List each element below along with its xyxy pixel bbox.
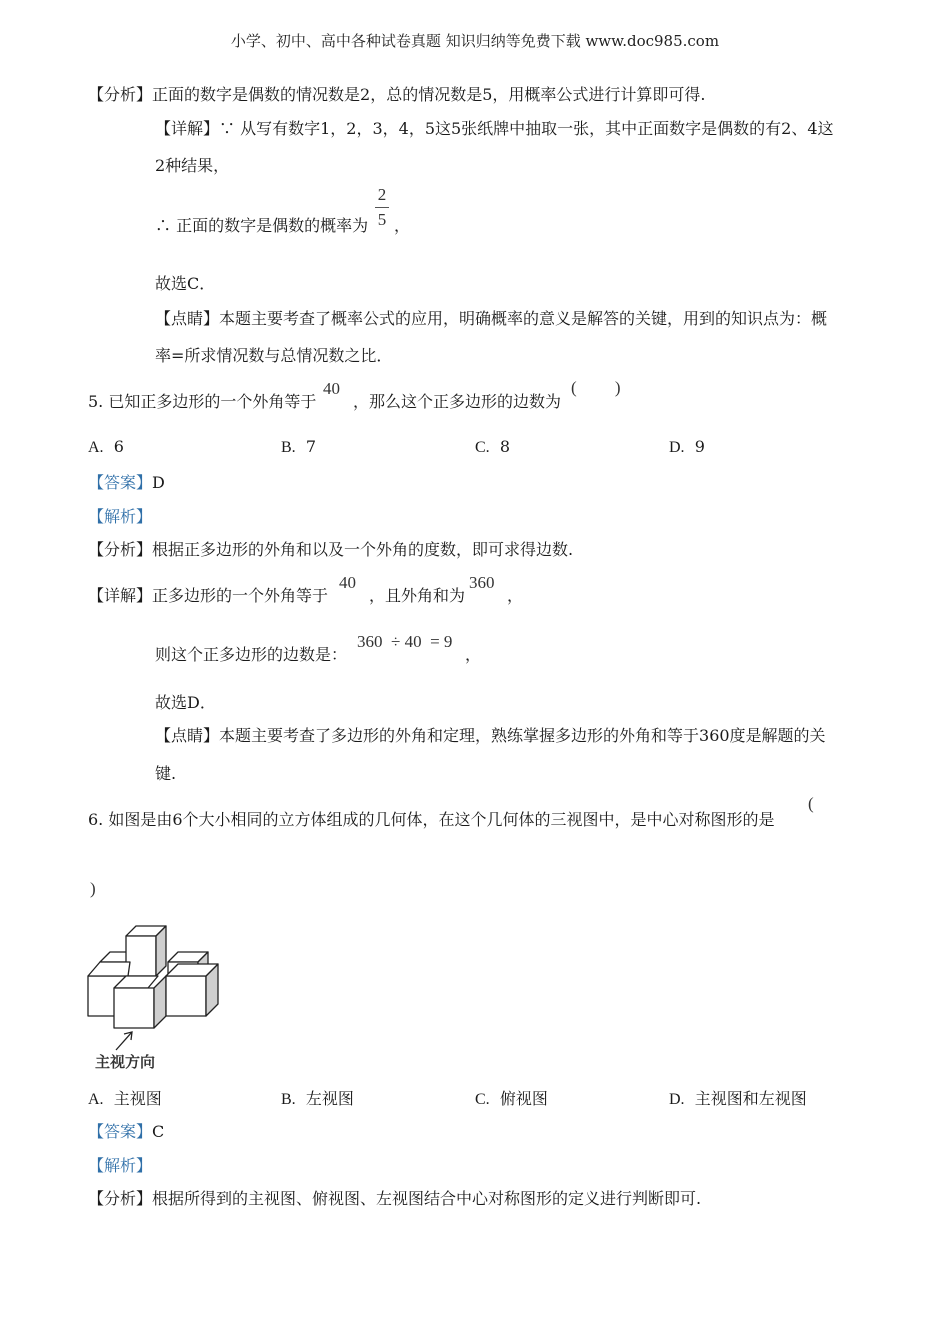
option-text: 主视图和左视图 — [694, 1089, 807, 1108]
option-text: 俯视图 — [499, 1089, 548, 1108]
q6-option-d[interactable] — [669, 1086, 807, 1109]
q4-detail-line2: 2种结果， — [155, 156, 230, 175]
q6-analysis — [88, 1186, 701, 1209]
cube-right2-front — [166, 976, 206, 1016]
answer-value: D — [152, 473, 165, 492]
q6-answer — [88, 1119, 164, 1142]
option-letter: A. — [88, 439, 104, 456]
q5-analysis — [88, 537, 573, 560]
comment-tag: 【点睛】 — [155, 309, 220, 328]
analysis-tag: 【分析】 — [88, 540, 153, 559]
option-letter: D. — [669, 439, 685, 456]
probability-fraction — [372, 185, 392, 230]
q5-option-b[interactable] — [281, 437, 316, 457]
option-text: 7 — [305, 437, 317, 456]
cube-left-top — [88, 962, 130, 976]
q4-choose: 故选C． — [155, 274, 216, 293]
answer-value: C — [152, 1122, 165, 1141]
q5-option-a[interactable] — [88, 437, 124, 457]
q6-paren-close: ) — [90, 879, 96, 898]
q5-option-c[interactable] — [475, 437, 510, 457]
option-letter: A. — [88, 1091, 104, 1108]
option-letter: C. — [475, 439, 490, 456]
q5-detail-c: ， — [507, 586, 524, 605]
probability-sentence: ∴ 正面的数字是偶数的概率为 — [155, 216, 369, 235]
detail-tag: 【详解】 — [88, 586, 153, 605]
answer-tag: 【答案】 — [88, 1122, 153, 1141]
option-letter: C. — [475, 1091, 490, 1108]
q5-option-d[interactable] — [669, 437, 705, 457]
detail-text: ∵ 从写有数字1，2，3，4，5这5张纸牌中抽取一张，其中正面数字是偶数的有2、4这 — [219, 119, 834, 138]
q5-calc-a: 则这个正多边形的边数是： — [155, 645, 348, 664]
option-text: 6 — [113, 437, 124, 456]
analysis-text: 正面的数字是偶数的情况数是2，总的情况数是5，用概率公式进行计算即可得. — [152, 85, 706, 104]
q6-paren-open: ( — [808, 794, 814, 813]
analysis-text: 根据所得到的主视图、俯视图、左视图结合中心对称图形的定义进行判断即可. — [152, 1189, 702, 1208]
q6-explain-tag: 【解析】 — [88, 1156, 153, 1175]
q4-detail-line3 — [155, 213, 368, 236]
page-header: 小学、初中、高中各种试卷真题 知识归纳等免费下载 www.doc985.com — [230, 32, 720, 50]
detail-text: 正多边形的一个外角等于 — [152, 586, 329, 605]
comment-tag: 【点睛】 — [155, 726, 220, 745]
view-direction-label: 主视方向 — [95, 1053, 156, 1071]
q5-comment-line1 — [155, 723, 826, 746]
q5-calc-expr: 360 ÷ 40 = 9 — [357, 632, 453, 651]
option-text: 主视图 — [113, 1089, 162, 1108]
q5-question-a: 5. 已知正多边形的一个外角等于 — [88, 392, 317, 411]
q6-question: 6. 如图是由6个大小相同的立方体组成的几何体，在这个几何体的三视图中，是中心对称图形的是 — [88, 810, 775, 829]
q5-detail-angle: 40 — [339, 573, 356, 592]
analysis-text: 根据正多边形的外角和以及一个外角的度数，即可求得边数. — [152, 540, 574, 559]
option-letter: D. — [669, 1091, 685, 1108]
q6-option-b[interactable] — [281, 1086, 354, 1109]
analysis-tag: 【分析】 — [88, 85, 153, 104]
q5-detail-b: ，且外角和为 — [369, 586, 466, 605]
q4-comment-line1 — [155, 306, 827, 329]
cube-figure — [86, 920, 226, 1070]
q5-choose: 故选D． — [155, 693, 216, 712]
q5-paren: ( ) — [571, 378, 621, 397]
q6-option-a[interactable] — [88, 1086, 162, 1109]
fraction-denominator: 5 — [377, 210, 387, 229]
option-text: 左视图 — [305, 1089, 354, 1108]
option-text: 8 — [499, 437, 511, 456]
cube-front-side — [154, 976, 166, 1028]
comment-text: 本题主要考查了多边形的外角和定理，熟练掌握多边形的外角和等于360度是解题的关 — [219, 726, 826, 745]
q5-detail-sum: 360 — [469, 573, 495, 592]
fraction-bar — [375, 207, 389, 208]
q5-angle: 40 — [323, 379, 340, 398]
option-letter: B. — [281, 439, 296, 456]
q5-question-b: ，那么这个正多边形的边数为 — [353, 392, 562, 411]
q5-explain-tag: 【解析】 — [88, 507, 153, 526]
q6-option-c[interactable] — [475, 1086, 548, 1109]
q5-detail-a — [88, 583, 328, 606]
fraction-numerator: 2 — [377, 185, 387, 204]
direction-arrow — [116, 1032, 132, 1050]
answer-tag: 【答案】 — [88, 473, 153, 492]
comma: ， — [394, 216, 411, 235]
q4-analysis — [88, 82, 705, 105]
option-letter: B. — [281, 1091, 296, 1108]
q5-calc-b: ， — [465, 645, 482, 664]
q5-comment-line2: 键. — [155, 764, 177, 783]
q4-comment-line2: 率=所求情况数与总情况数之比． — [155, 346, 393, 365]
comment-text: 本题主要考查了概率公式的应用，明确概率的意义是解答的关键，用到的知识点为：概 — [219, 309, 828, 328]
q4-detail-line1 — [155, 116, 834, 139]
cube-top-front — [126, 936, 156, 976]
detail-tag: 【详解】 — [155, 119, 220, 138]
option-text: 9 — [694, 437, 705, 456]
cube-front-front — [114, 988, 154, 1028]
q5-answer — [88, 470, 165, 493]
analysis-tag: 【分析】 — [88, 1189, 153, 1208]
